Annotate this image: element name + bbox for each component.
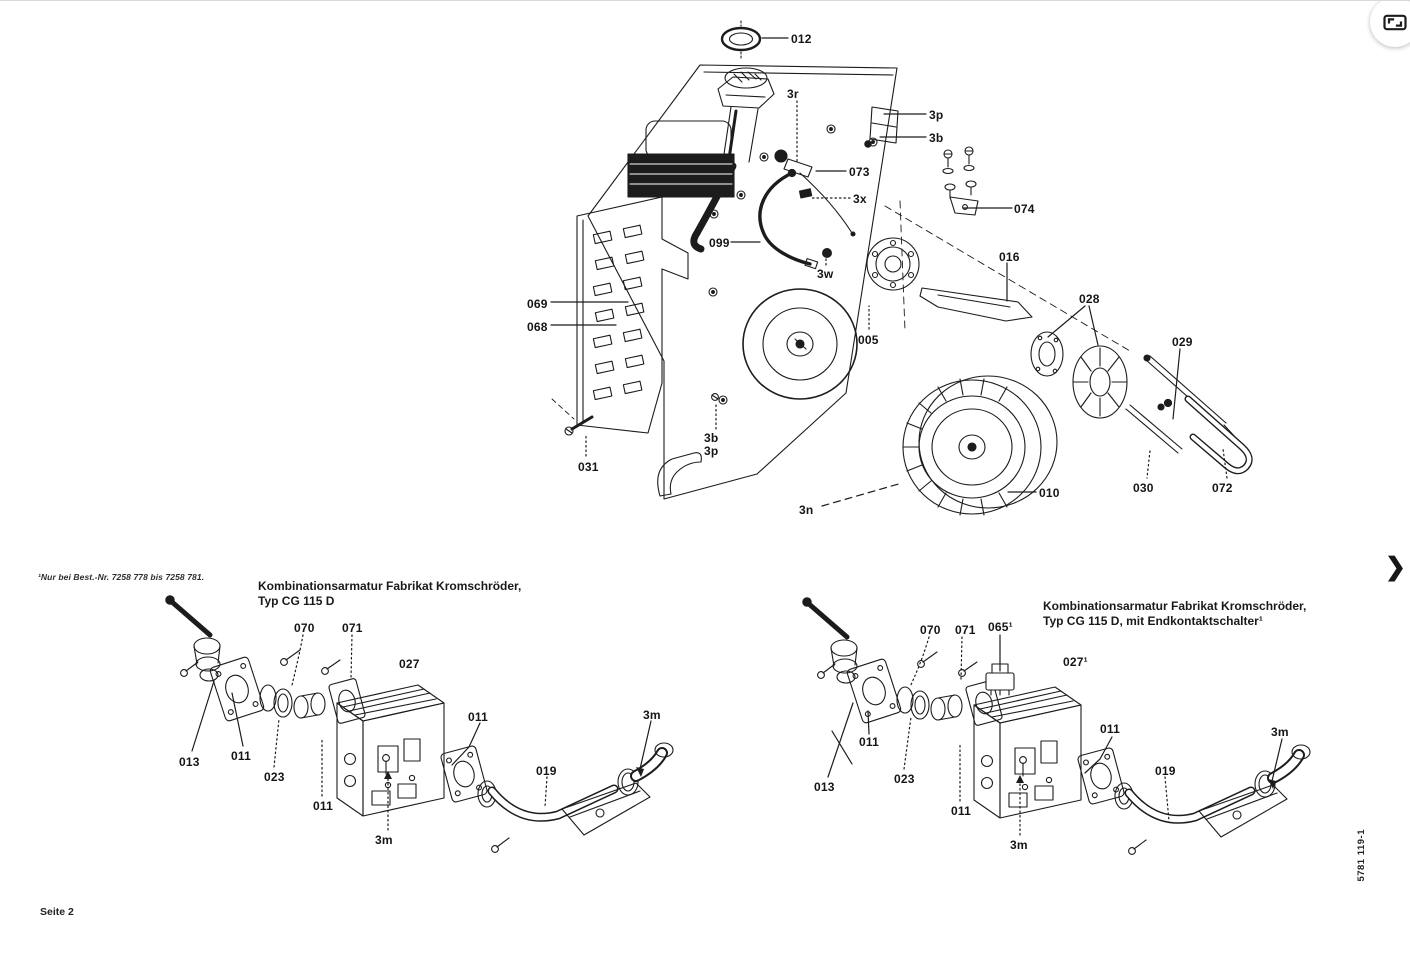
part-label-072: 072 [1212,481,1233,495]
part-label-027¹: 027¹ [1063,655,1088,669]
right-assembly-title [1043,599,1306,629]
part-label-071: 071 [342,621,363,635]
part-label-074: 074 [1014,202,1035,216]
left-assembly-title [258,579,521,609]
part-label-019: 019 [536,764,557,778]
part-label-099: 099 [709,236,730,250]
part-label-023: 023 [264,770,285,784]
part-label-027: 027 [399,657,420,671]
valve-assembly-drawing [166,596,673,853]
part-label-031: 031 [578,460,599,474]
left-assembly-title-line1: Kombinationsarmatur Fabrikat Kromschröder, [258,579,522,593]
part-label-3m: 3m [1271,725,1289,739]
part-label-3m: 3m [375,833,393,847]
part-label-3m: 3m [1010,838,1028,852]
part-label-3p: 3p [929,108,944,122]
right-assembly-title-line2: Typ CG 115 D, mit Endkontaktschalter¹ [1043,614,1263,628]
part-label-3b: 3b [929,131,944,145]
part-label-005: 005 [858,333,879,347]
part-label-029: 029 [1172,335,1193,349]
part-label-065¹: 065¹ [988,620,1013,634]
part-label-070: 070 [294,621,315,635]
part-label-013: 013 [814,780,835,794]
part-label-3x: 3x [853,192,867,206]
part-label-011: 011 [313,799,333,813]
part-label-010: 010 [1039,486,1060,500]
part-label-069: 069 [527,297,548,311]
part-label-3p: 3p [704,444,719,458]
part-label-012: 012 [791,32,812,46]
part-label-011: 011 [859,735,879,749]
popout-window-icon [1383,14,1407,31]
part-label-068: 068 [527,320,548,334]
part-label-071: 071 [955,623,976,637]
part-label-013: 013 [179,755,200,769]
part-label-3r: 3r [787,87,799,101]
part-label-019: 019 [1155,764,1176,778]
right-assembly-title-line1: Kombinationsarmatur Fabrikat Kromschröder, [1043,599,1307,613]
part-label-073: 073 [849,165,870,179]
footnote: ¹Nur bei Best.-Nr. 7258 778 bis 7258 781. [38,572,205,582]
part-label-016: 016 [999,250,1020,264]
next-page-button[interactable]: ❯ [1385,553,1406,581]
left-assembly-title-line2: Typ CG 115 D [258,594,335,608]
part-label-3m: 3m [643,708,661,722]
part-label-011: 011 [468,710,488,724]
page-number: Seite 2 [40,906,74,918]
part-label-3b: 3b [704,431,719,445]
part-label-011: 011 [231,749,251,763]
part-label-023: 023 [894,772,915,786]
doc-code: 5781 119-1 [1356,829,1367,882]
part-label-3w: 3w [817,267,834,281]
part-label-3n: 3n [799,503,814,517]
burner-drawing [551,21,1249,515]
part-label-011: 011 [951,804,971,818]
part-label-028: 028 [1079,292,1100,306]
exploded-parts-diagram [0,1,1410,954]
part-label-030: 030 [1133,481,1154,495]
part-label-011: 011 [1100,722,1120,736]
part-label-070: 070 [920,623,941,637]
